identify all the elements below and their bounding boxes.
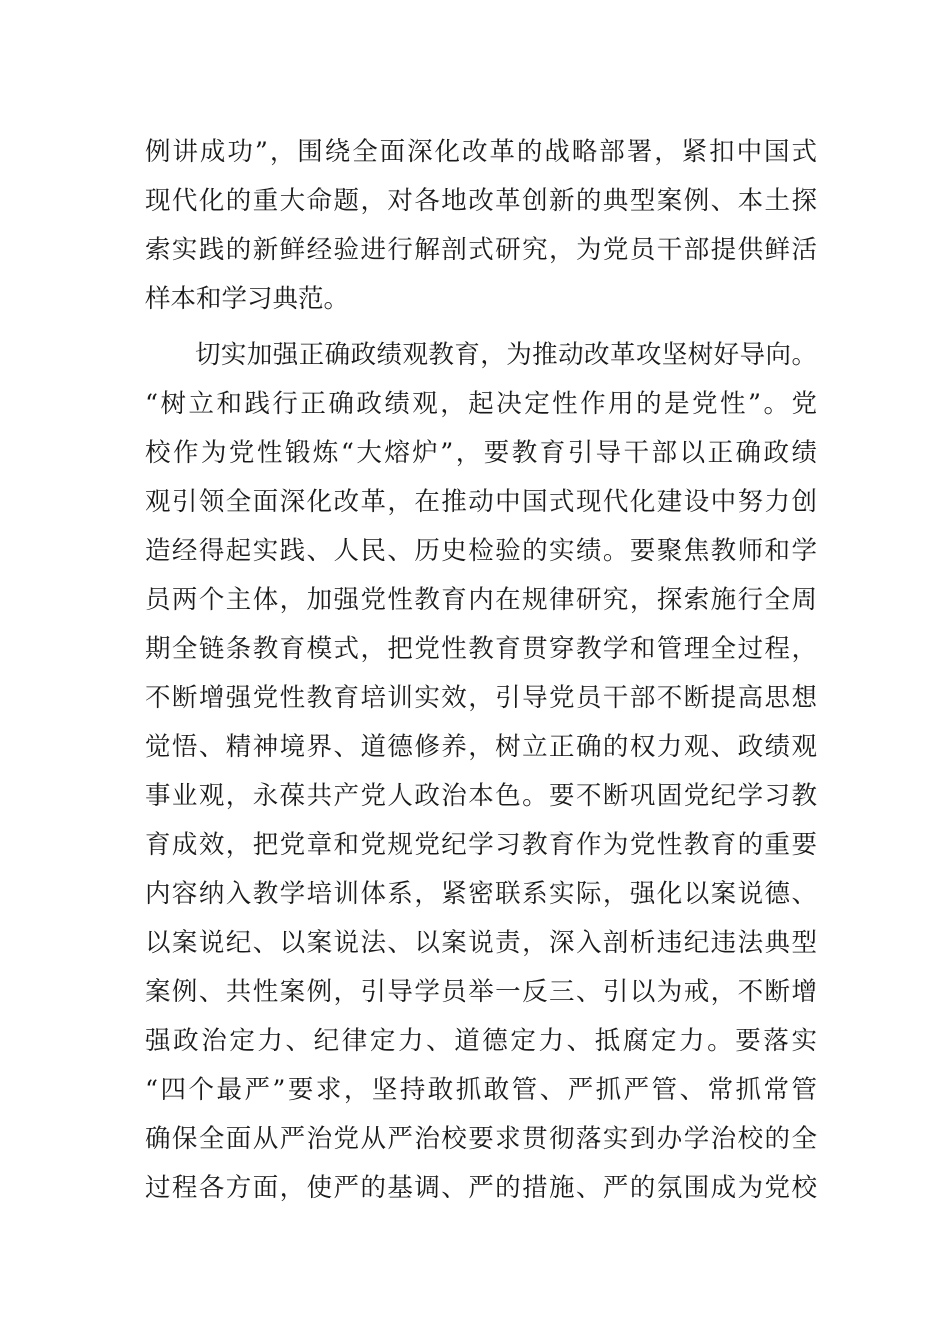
text-line: 样本和学习典范。 <box>145 284 350 314</box>
text-line: 员两个主体，加强党性教育内在规律研究，探索施行全周 <box>145 585 817 615</box>
text-line: 索实践的新鲜经验进行解剖式研究，为党员干部提供鲜活 <box>145 235 817 265</box>
text-line: 觉悟、精神境界、道德修养，树立正确的权力观、政绩观 <box>145 732 817 762</box>
text-line: 观引领全面深化改革，在推动中国式现代化建设中努力创 <box>145 487 817 517</box>
text-line: 案例、共性案例，引导学员举一反三、引以为戒，不断增 <box>145 977 817 1007</box>
text-line: 强政治定力、纪律定力、道德定力、抵腐定力。要落实 <box>145 1026 817 1056</box>
text-line: 确保全面从严治党从严治校要求贯彻落实到办学治校的全 <box>145 1124 817 1154</box>
text-line: 育成效，把党章和党规党纪学习教育作为党性教育的重要 <box>145 830 817 860</box>
text-line: 造经得起实践、人民、历史检验的实绩。要聚焦教师和学 <box>145 536 817 566</box>
text-line: 校作为党性锻炼“大熔炉”，要教育引导干部以正确政绩 <box>145 438 817 468</box>
text-line: 期全链条教育模式，把党性教育贯穿教学和管理全过程， <box>145 634 817 664</box>
text-line: 内容纳入教学培训体系，紧密联系实际，强化以案说德、 <box>145 879 817 909</box>
text-line: 事业观，永葆共产党人政治本色。要不断巩固党纪学习教 <box>145 781 817 811</box>
text-line: 现代化的重大命题，对各地改革创新的典型案例、本土探 <box>145 186 817 216</box>
paragraph-first-line: 切实加强正确政绩观教育，为推动改革攻坚树好导向。 <box>195 340 817 370</box>
text-line: 不断增强党性教育培训实效，引导党员干部不断提高思想 <box>145 683 817 713</box>
text-line: “树立和践行正确政绩观，起决定性作用的是党性”。党 <box>145 389 817 419</box>
text-line: 过程各方面，使严的基调、严的措施、严的氛围成为党校 <box>145 1173 817 1203</box>
text-line: “四个最严”要求，坚持敢抓敢管、严抓严管、常抓常管 <box>145 1075 817 1105</box>
text-line: 以案说纪、以案说法、以案说责，深入剖析违纪违法典型 <box>145 928 817 958</box>
text-line: 例讲成功”，围绕全面深化改革的战略部署，紧扣中国式 <box>145 137 817 167</box>
